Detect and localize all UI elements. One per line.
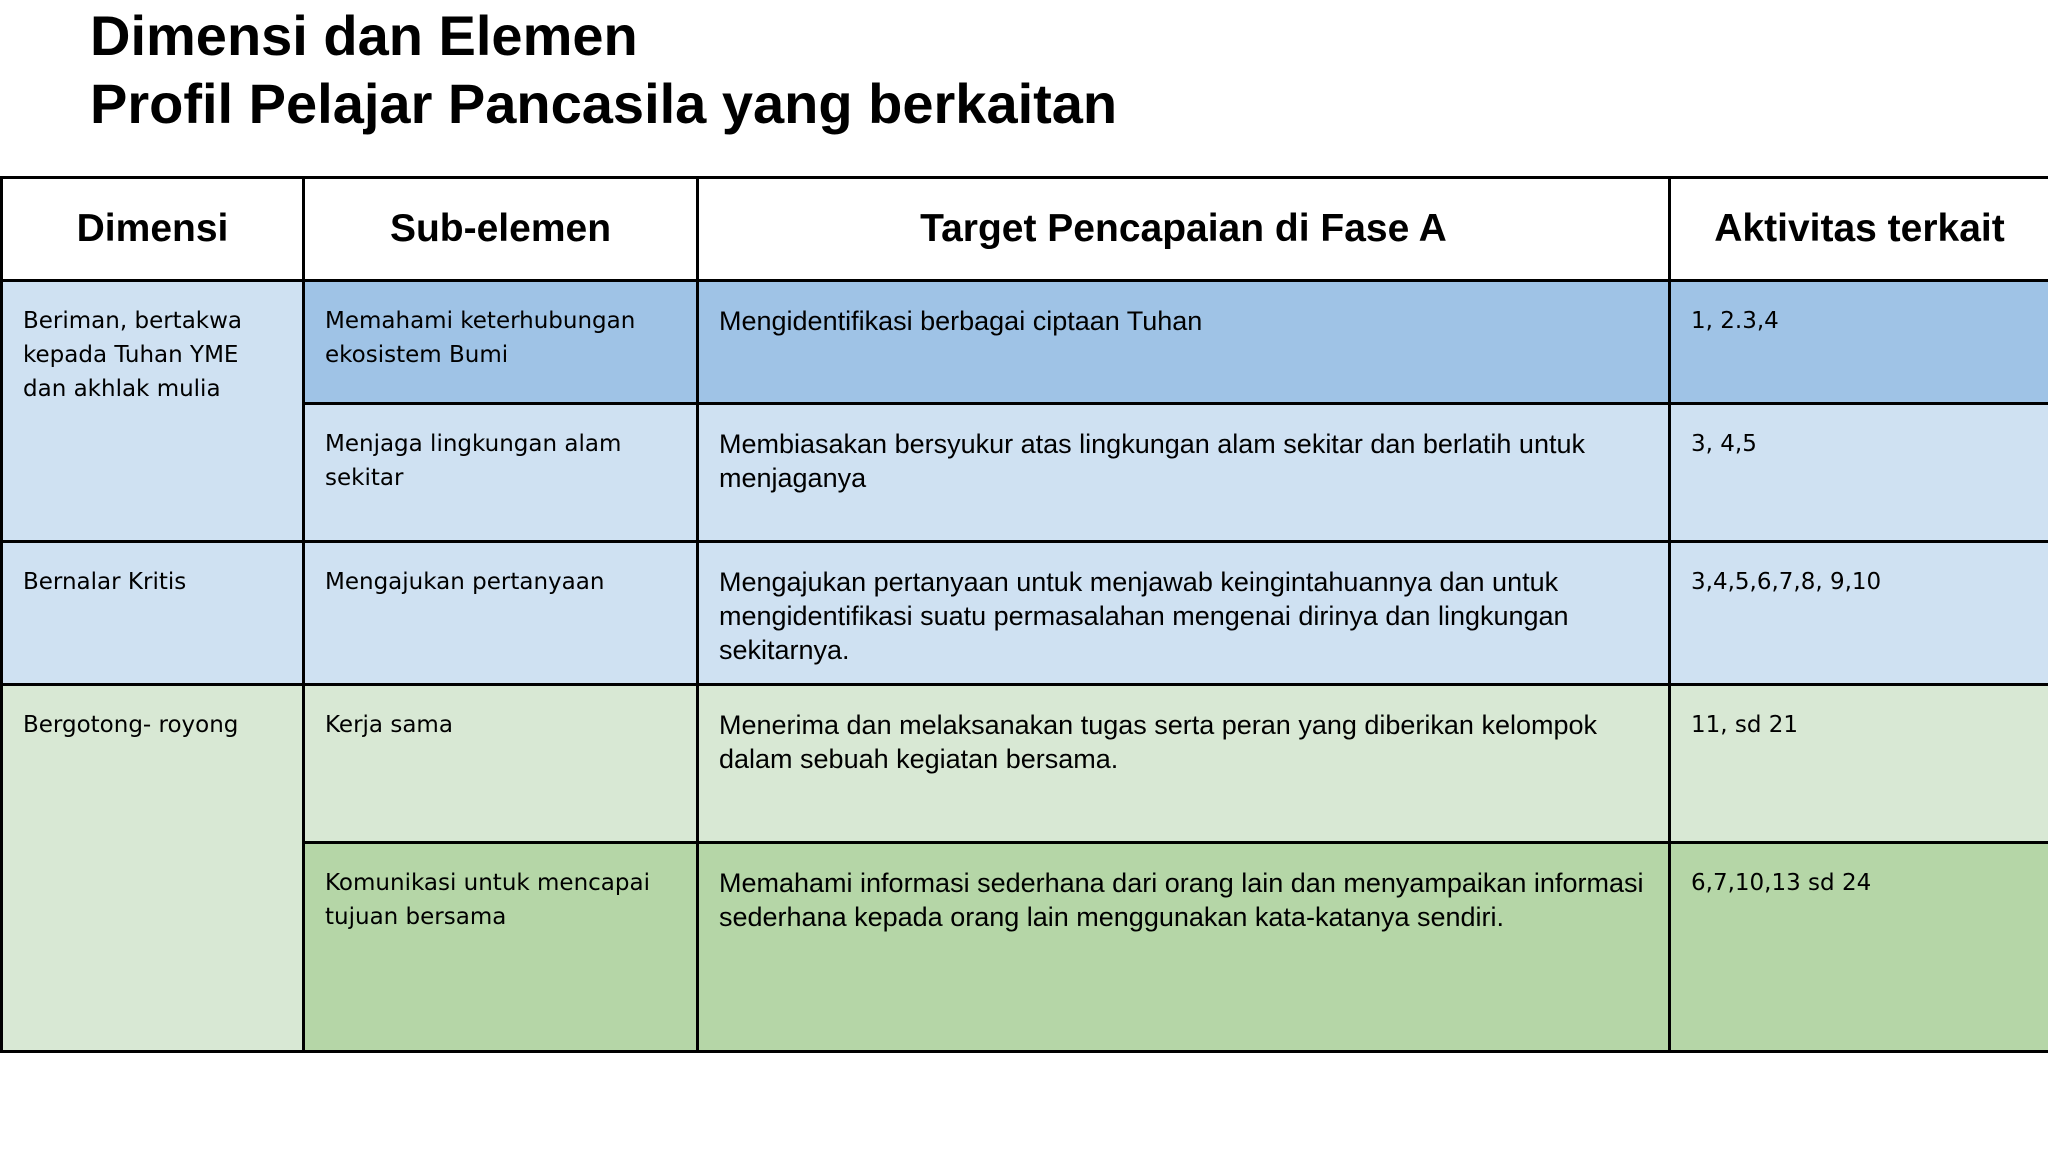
sub-elemen-cell: Komunikasi untuk mencapai tujuan bersama — [304, 843, 698, 1052]
slide-title-line-1: Dimensi dan Elemen — [90, 4, 638, 67]
table-row — [2, 843, 2048, 1052]
header-aktivitas: Aktivitas terkait — [1670, 178, 2048, 281]
sub-elemen-cell: Menjaga lingkungan alam sekitar — [304, 404, 698, 542]
target-cell: Mengidentifikasi berbagai ciptaan Tuhan — [698, 281, 1670, 404]
aktivitas-cell: 1, 2.3,4 — [1670, 281, 2048, 404]
target-cell: Membiasakan bersyukur atas lingkungan alam sekitar dan berlatih untuk menjaganya — [698, 404, 1670, 542]
sub-elemen-cell: Kerja sama — [304, 685, 698, 843]
sub-elemen-cell: Mengajukan pertanyaan — [304, 542, 698, 685]
target-cell: Memahami informasi sederhana dari orang lain dan menyampaikan informasi sederhana kepada orang lain menggunakan kata-katanya sendiri. — [698, 843, 1670, 1052]
table-row — [2, 281, 2048, 404]
table-row — [2, 542, 2048, 685]
table-header-row — [2, 178, 2048, 281]
dimensi-cell: Beriman, bertakwa kepada Tuhan YME dan akhlak mulia — [2, 281, 304, 542]
header-dimensi: Dimensi — [2, 178, 304, 281]
dimensi-cell: Bernalar Kritis — [2, 542, 304, 685]
target-cell: Menerima dan melaksanakan tugas serta peran yang diberikan kelompok dalam sebuah kegiatan bersama. — [698, 685, 1670, 843]
slide-title — [90, 2, 1117, 138]
aktivitas-cell: 11, sd 21 — [1670, 685, 2048, 843]
profile-table — [0, 176, 2048, 1053]
aktivitas-cell: 6,7,10,13 sd 24 — [1670, 843, 2048, 1052]
profile-table-container — [0, 176, 2048, 1053]
header-target: Target Pencapaian di Fase A — [698, 178, 1670, 281]
table-row — [2, 404, 2048, 542]
dimensi-cell: Bergotong- royong — [2, 685, 304, 1052]
header-sub-elemen: Sub-elemen — [304, 178, 698, 281]
target-cell: Mengajukan pertanyaan untuk menjawab keingintahuannya dan untuk mengidentifikasi suatu permasalahan mengenai dirinya dan lingkungan sekitarnya. — [698, 542, 1670, 685]
table-row — [2, 685, 2048, 843]
aktivitas-cell: 3, 4,5 — [1670, 404, 2048, 542]
aktivitas-cell: 3,4,5,6,7,8, 9,10 — [1670, 542, 2048, 685]
sub-elemen-cell: Memahami keterhubungan ekosistem Bumi — [304, 281, 698, 404]
slide-title-line-2: Profil Pelajar Pancasila yang berkaitan — [90, 72, 1118, 135]
